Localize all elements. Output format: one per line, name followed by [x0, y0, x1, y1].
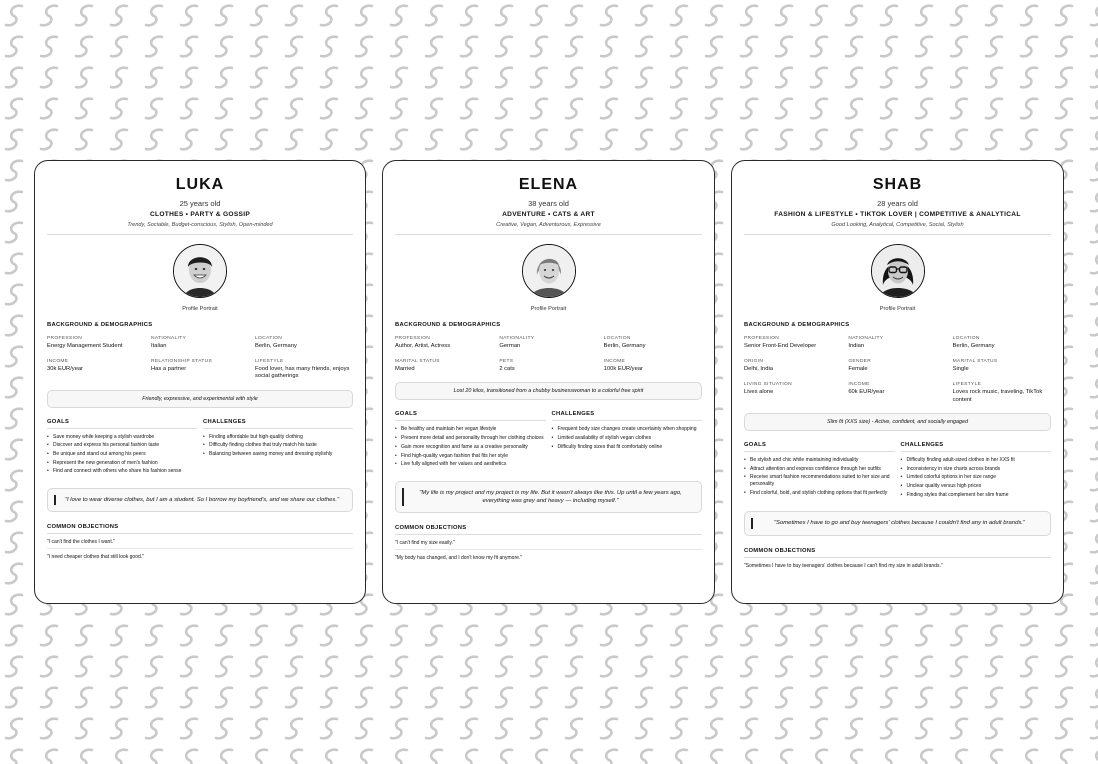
persona-name: LUKA: [175, 176, 225, 193]
demographic-value: 2 cats: [499, 366, 515, 373]
demographic-label: PROFESSION: [395, 336, 431, 341]
goal-item: • Be stylish and chic while maintaining individuality: [744, 457, 895, 464]
persona-age: 25 years old: [179, 199, 221, 208]
demographic-item: [953, 382, 1051, 403]
persona-quote: [744, 511, 1051, 535]
demographic-label: LIVING SITUATION: [744, 382, 792, 388]
portrait-label: Profile Portrait: [530, 306, 567, 312]
demographic-label: NATIONALITY: [151, 336, 187, 341]
demographics-grid: [744, 336, 1051, 404]
goals-title: GOALS: [47, 419, 197, 429]
demographic-label: LOCATION: [255, 336, 283, 341]
demographic-label: MARITAL STATUS: [952, 359, 998, 365]
goals-challenges: [744, 442, 1051, 500]
goal-item: • Be unique and stand out among his peers: [47, 451, 197, 458]
demographic-label: NATIONALITY: [848, 336, 884, 341]
demographic-item: [953, 336, 1051, 350]
challenges-list: [901, 457, 1052, 498]
demographic-label: RELATIONSHIP STATUS: [151, 359, 213, 365]
demographic-item: [604, 336, 702, 350]
divider: [744, 234, 1051, 235]
demographic-value: Indian: [848, 343, 865, 349]
demographic-value: Lives alone: [744, 389, 774, 396]
demographic-item: [744, 359, 842, 373]
demographic-label: PETS: [499, 359, 514, 365]
demographic-item: [499, 359, 597, 373]
goal-item: • Find colorful, bold, and stylish clothing options that fit perfectly: [744, 490, 895, 497]
challenges-title: CHALLENGES: [203, 419, 353, 429]
challenges-column: [203, 419, 353, 477]
demographic-item: [744, 382, 842, 403]
demographic-item: [255, 336, 353, 350]
goal-item: • Attract attention and express confidence through her outfits: [744, 466, 895, 473]
divider: [395, 234, 702, 235]
portrait-label: Profile Portrait: [879, 306, 916, 312]
persona-card-luka: [34, 160, 366, 604]
demographic-item: [151, 359, 249, 380]
demographic-item: [47, 359, 145, 380]
objections-title: COMMON OBJECTIONS: [744, 548, 1051, 558]
objections-title: COMMON OBJECTIONS: [395, 525, 702, 535]
demographic-value: Has a partner: [151, 366, 187, 373]
demographic-label: INCOME: [47, 359, 69, 365]
demographic-item: [848, 359, 946, 373]
demographic-label: PROFESSION: [47, 336, 83, 341]
demographic-item: [395, 336, 493, 350]
portrait-label: Profile Portrait: [182, 306, 218, 312]
persona-age: 38 years old: [528, 199, 569, 208]
demographic-value: Berlin, Germany: [952, 343, 995, 349]
persona-quote: [395, 481, 702, 514]
demographic-item: [47, 336, 145, 350]
persona-traits: Creative, Vegan, Adventurous, Expressive: [496, 222, 601, 228]
demographic-value: Italian: [151, 343, 167, 349]
quote-text: "My life is my project and my project is my life. But it wasn't always like this. Up until a few years ago, everything was grey and heavy — including myself.": [419, 489, 682, 505]
goal-item: • Present more detail and personality through her clothing choices: [395, 435, 546, 442]
persona-name: ELENA: [518, 176, 579, 193]
portrait-wrap: [47, 244, 353, 312]
demographic-label: INCOME: [848, 382, 870, 388]
persona-card-shab: [731, 160, 1064, 604]
challenge-item: • Unclear quality versus high prices: [901, 483, 1052, 490]
challenge-item: • Inconsistency in size charts across brands: [901, 466, 1052, 473]
demographics-grid: [395, 336, 702, 373]
demographic-item: [744, 336, 842, 350]
persona-traits: Good Looking, Analytical, Competitive, Social, Stylish: [831, 222, 964, 228]
objections-list: [744, 558, 1051, 572]
goals-challenges: [47, 419, 353, 477]
demographic-item: [151, 336, 249, 350]
goal-item: • Find high-quality vegan fashion that fits her style: [395, 453, 546, 460]
goal-item: • Live fully aligned with her values and aesthetics: [395, 461, 546, 468]
goal-item: • Save money while keeping a stylish wardrobe: [47, 434, 197, 441]
demographic-value: Berlin, Germany: [255, 343, 297, 349]
demographic-item: [953, 359, 1051, 373]
challenge-item: • Frequent body size changes create uncertainty when shopping: [552, 426, 703, 433]
demographic-value: 60k EUR/year: [848, 389, 885, 396]
profile-portrait: [522, 244, 576, 298]
goal-item: • Gain more recognition and fame as a creative personality: [395, 444, 546, 451]
persona-tags: FASHION & LIFESTYLE • TIKTOK LOVER | COMPETITIVE & ANALYTICAL: [774, 211, 1021, 218]
demographic-value: Single: [952, 366, 969, 373]
demographic-value: Delhi, India: [744, 366, 774, 373]
goals-title: GOALS: [744, 442, 895, 452]
goal-item: • Receive smart fashion recommendations suited to her size and personality: [744, 474, 895, 487]
challenges-list: [552, 426, 703, 450]
demographic-value: Author, Artist, Actress: [395, 343, 451, 349]
objection-item: "My body has changed, and I don't know my fit anymore.": [395, 555, 523, 562]
challenges-title: CHALLENGES: [552, 411, 703, 421]
persona-quote: [47, 488, 353, 512]
challenge-item: • Difficulty finding sizes that fit comfortably online: [552, 444, 703, 451]
persona-card-elena: [382, 160, 715, 604]
goals-list: [744, 457, 895, 496]
challenges-column: [552, 411, 703, 469]
quote-bar: [751, 518, 753, 528]
persona-age: 28 years old: [877, 199, 918, 208]
demographic-item: [848, 382, 946, 403]
divider: [47, 234, 353, 235]
goals-list: [47, 434, 197, 475]
demographic-value: 30k EUR/year: [47, 366, 84, 373]
persona-tags: ADVENTURE • CATS & ART: [502, 211, 595, 218]
persona-summary: Lost 20 kilos, transitioned from a chubby businesswoman to a colorful free spirit: [395, 382, 702, 400]
portrait-wrap: [744, 244, 1051, 312]
demographic-value: Married: [395, 366, 415, 373]
quote-text: "Sometimes I have to go and buy teenagers' clothes because I couldn't find any in adult brands.": [773, 520, 1026, 527]
persona-summary: Slim fit (XXS size) - Active, confident, and socially engaged: [744, 413, 1051, 431]
goals-column: [395, 411, 546, 469]
challenge-item: • Difficulty finding adult-sized clothes in her XXS fit: [901, 457, 1052, 464]
demographic-value: Energy Management Student: [47, 343, 123, 349]
challenge-item: • Limited availability of stylish vegan clothes: [552, 435, 703, 442]
profile-portrait: [871, 244, 925, 298]
demographic-label: LOCATION: [603, 336, 631, 341]
challenge-item: • Finding affordable but high-quality clothing: [203, 434, 353, 441]
demographic-label: LIFESTYLE: [255, 359, 284, 365]
demographic-item: [255, 359, 353, 380]
persona-tags: CLOTHES • PARTY & GOSSIP: [149, 211, 251, 218]
goals-column: [47, 419, 197, 477]
demographic-item: [848, 336, 946, 350]
objection-item: "I need cheaper clothes that still look good.": [47, 554, 144, 561]
quote-bar: [402, 488, 404, 507]
demographic-value: Food lover, has many friends, enjoys social gatherings: [255, 366, 350, 380]
demographic-label: LIFESTYLE: [952, 382, 982, 388]
persona-summary: Friendly, expressive, and experimental with style: [47, 390, 353, 408]
goals-list: [395, 426, 546, 467]
objection-item: "Sometimes I have to buy teenagers' clothes because I can't find my size in adult brands.": [744, 562, 943, 569]
objections-list: [47, 534, 353, 563]
goal-item: • Discover and express his personal fashion taste: [47, 442, 197, 449]
objections-title: COMMON OBJECTIONS: [47, 524, 353, 534]
demographic-item: [395, 359, 493, 373]
portrait-wrap: [395, 244, 702, 312]
goal-item: • Find and connect with others who share his fashion sense: [47, 468, 197, 475]
objection-item: "I can't find my size easily.": [395, 535, 702, 550]
challenge-item: • Balancing between saving money and dressing stylishly: [203, 451, 353, 458]
goals-column: [744, 442, 895, 500]
challenges-list: [203, 434, 353, 458]
demographic-label: INCOME: [603, 359, 626, 365]
goal-item: • Represent the new generation of men's fashion: [47, 460, 197, 467]
quote-text: "I love to wear diverse clothes, but I am a student. So I borrow my boyfriend's, and we share our clothes.": [64, 497, 340, 504]
demographic-label: PROFESSION: [744, 336, 780, 341]
challenges-title: CHALLENGES: [901, 442, 1052, 452]
demographic-value: Berlin, Germany: [603, 343, 646, 349]
demographic-item: [604, 359, 702, 373]
quote-bar: [54, 495, 56, 505]
goals-title: GOALS: [395, 411, 546, 421]
demographic-value: 100k EUR/year: [603, 366, 643, 373]
demographic-label: MARITAL STATUS: [395, 359, 440, 365]
demographic-value: German: [499, 343, 521, 349]
demographic-label: LOCATION: [952, 336, 980, 341]
background-title: BACKGROUND & DEMOGRAPHICS: [47, 322, 153, 328]
background-title: BACKGROUND & DEMOGRAPHICS: [744, 322, 850, 328]
challenge-item: • Finding styles that complement her slim frame: [901, 492, 1052, 499]
demographic-label: ORIGIN: [744, 359, 764, 365]
demographic-value: Senior Front-End Developer: [744, 343, 817, 349]
demographic-label: NATIONALITY: [499, 336, 535, 341]
persona-name: SHAB: [872, 176, 923, 193]
objection-item: "I can't find the clothes I want.": [47, 534, 353, 549]
challenge-item: • Limited colorful options in her size range: [901, 474, 1052, 481]
goal-item: • Be healthy and maintain her vegan lifestyle: [395, 426, 546, 433]
goals-challenges: [395, 411, 702, 469]
challenge-item: • Difficulty finding clothes that truly match his taste: [203, 442, 353, 449]
challenges-column: [901, 442, 1052, 500]
demographic-value: Loves rock music, traveling, TikTok content: [952, 389, 1043, 403]
demographics-grid: [47, 336, 353, 381]
demographic-label: GENDER: [848, 359, 872, 365]
persona-traits: Trendy, Sociable, Budget-conscious, Stylish, Open-minded: [127, 222, 273, 228]
demographic-value: Female: [848, 366, 868, 373]
objections-list: [395, 535, 702, 564]
profile-portrait: [173, 244, 227, 298]
demographic-item: [499, 336, 597, 350]
background-title: BACKGROUND & DEMOGRAPHICS: [395, 322, 501, 328]
